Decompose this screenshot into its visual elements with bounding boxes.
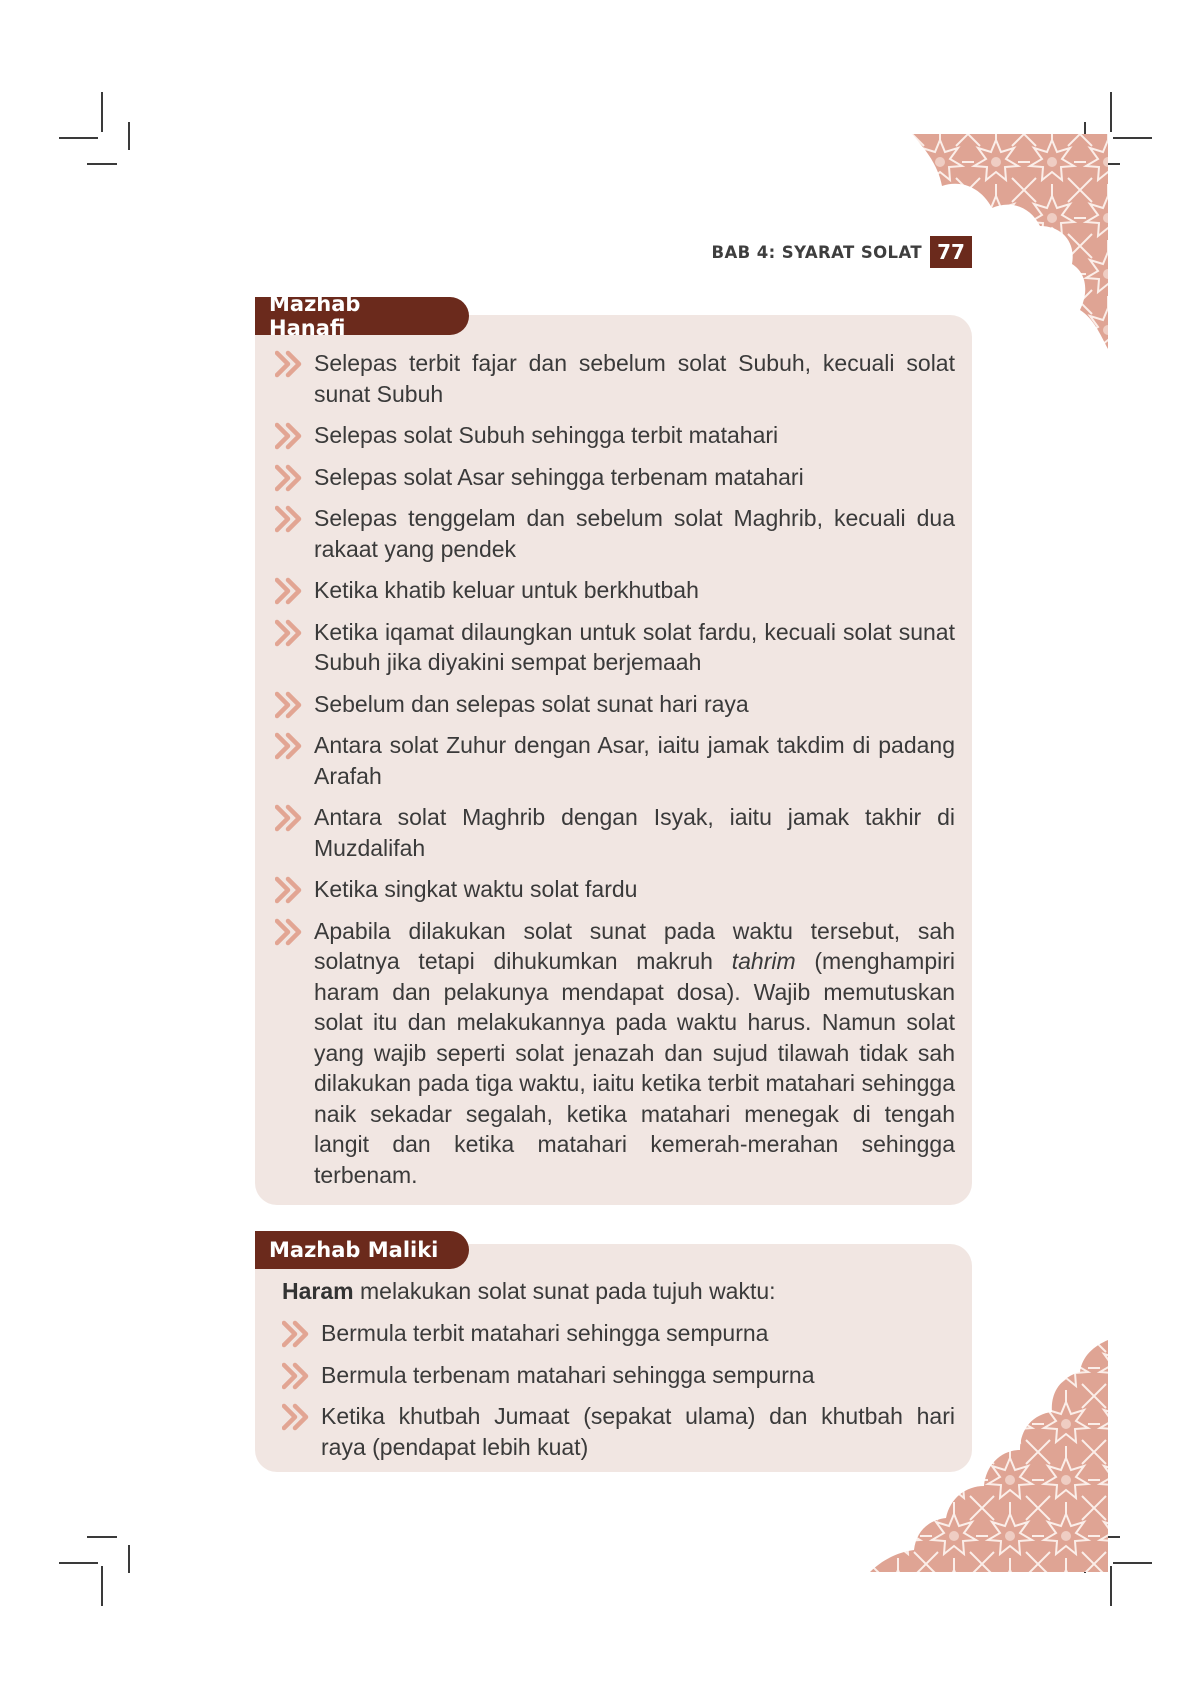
double-chevron-right-icon <box>275 350 305 378</box>
chapter-title: BAB 4: SYARAT SOLAT <box>711 242 922 262</box>
double-chevron-right-icon <box>282 1403 312 1431</box>
double-chevron-right-icon <box>275 464 305 492</box>
crop-mark <box>1110 1566 1112 1606</box>
list-item: Selepas terbit fajar dan sebelum solat Subuh, kecuali solat sunat Subuh <box>275 348 955 409</box>
crop-mark <box>1110 92 1112 132</box>
crop-mark <box>1113 1562 1152 1564</box>
running-header <box>712 236 972 268</box>
crop-mark <box>59 137 98 139</box>
crop-mark <box>101 1566 103 1606</box>
italic-term: tahrim <box>731 948 796 974</box>
maliki-intro: Haram melakukan solat sunat pada tujuh waktu: <box>282 1278 776 1304</box>
hanafi-section-title: Mazhab Hanafi <box>255 297 469 335</box>
double-chevron-right-icon <box>275 691 305 719</box>
list-item: Ketika singkat waktu solat fardu <box>275 874 955 905</box>
double-chevron-right-icon <box>275 619 305 647</box>
double-chevron-right-icon <box>282 1320 312 1348</box>
crop-mark <box>128 1545 130 1573</box>
list-item: Antara solat Zuhur dengan Asar, iaitu jamak takdim di padang Arafah <box>275 730 955 791</box>
double-chevron-right-icon <box>275 804 305 832</box>
list-item: Selepas solat Asar sehingga terbenam matahari <box>275 462 955 493</box>
maliki-section-title: Mazhab Maliki <box>255 1231 469 1269</box>
list-item: Ketika khutbah Jumaat (sepakat ulama) dan khutbah hari raya (pendapat lebih kuat) <box>282 1401 955 1462</box>
list-item: Selepas tenggelam dan sebelum solat Maghrib, kecuali dua rakaat yang pendek <box>275 503 955 564</box>
crop-mark <box>87 1536 117 1538</box>
crop-mark <box>101 92 103 132</box>
crop-mark <box>87 163 117 165</box>
list-item: Ketika khatib keluar untuk berkhutbah <box>275 575 955 606</box>
hanafi-list <box>275 348 955 1201</box>
double-chevron-right-icon <box>275 918 305 946</box>
double-chevron-right-icon <box>275 422 305 450</box>
list-item: Bermula terbit matahari sehingga sempurna <box>282 1318 955 1349</box>
double-chevron-right-icon <box>275 577 305 605</box>
list-item: Selepas solat Subuh sehingga terbit matahari <box>275 420 955 451</box>
list-item: Ketika iqamat dilaungkan untuk solat fardu, kecuali solat sunat Subuh jika diyakini sempat berjemaah <box>275 617 955 678</box>
double-chevron-right-icon <box>275 732 305 760</box>
double-chevron-right-icon <box>282 1362 312 1390</box>
crop-mark <box>128 122 130 150</box>
list-item: Sebelum dan selepas solat sunat hari raya <box>275 689 955 720</box>
list-item: Bermula terbenam matahari sehingga sempurna <box>282 1360 955 1391</box>
maliki-list <box>282 1318 955 1473</box>
intro-bold-term: Haram <box>282 1278 354 1304</box>
list-item: Antara solat Maghrib dengan Isyak, iaitu jamak takhir di Muzdalifah <box>275 802 955 863</box>
crop-mark <box>1113 137 1152 139</box>
page-number: 77 <box>930 236 972 268</box>
list-item-ruling: Apabila dilakukan solat sunat pada waktu tersebut, sah solatnya tetapi dihukumkan makruh tahrim (menghampiri haram dan pelakunya mendapat dosa). Wajib memutuskan solat itu dan melakukannya pada waktu harus. Namun solat yang wajib seperti solat jenazah dan sujud tilawah tidak sah dilakukan pada tiga waktu, iaitu ketika terbit matahari sehingga naik sekadar segalah, ketika matahari menegak di tengah langit dan ketika matahari kemerah-merahan sehingga terbenam. <box>275 916 955 1191</box>
double-chevron-right-icon <box>275 876 305 904</box>
crop-mark <box>59 1562 98 1564</box>
double-chevron-right-icon <box>275 505 305 533</box>
